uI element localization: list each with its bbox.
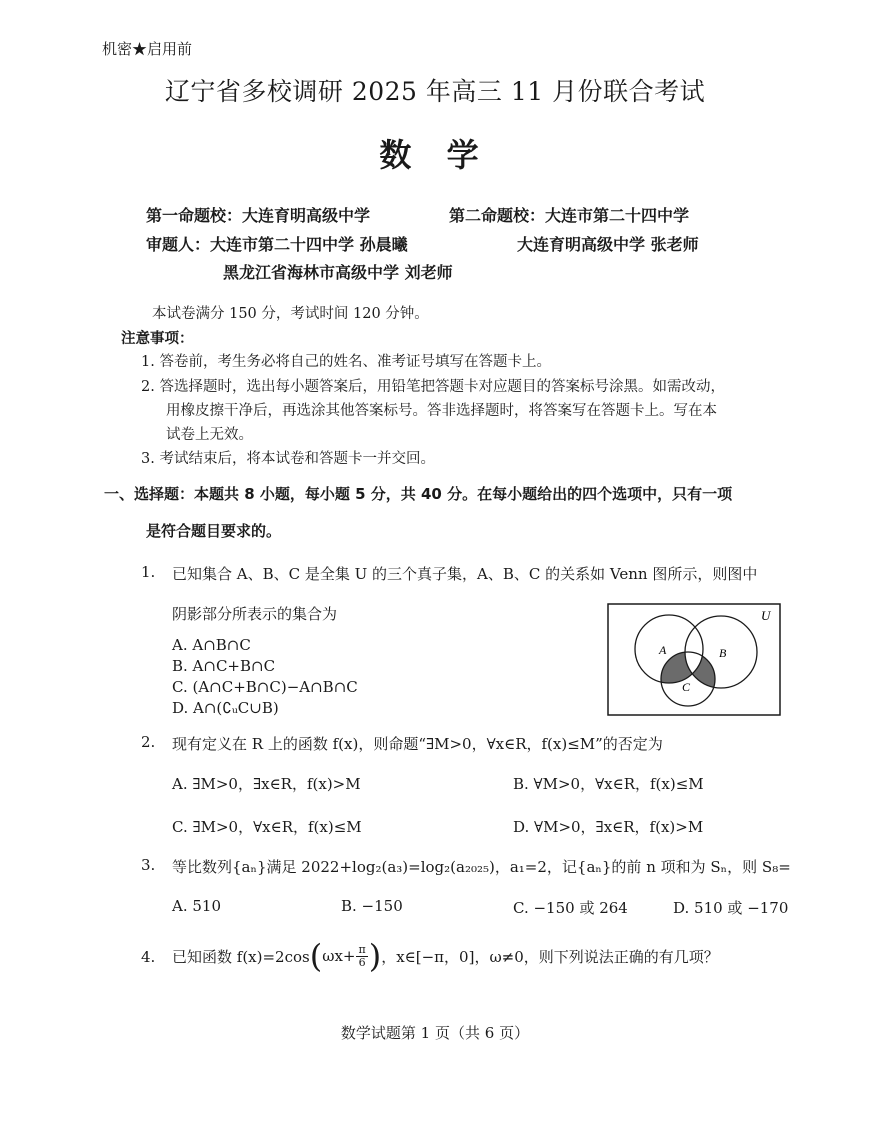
label-c: C [682, 680, 691, 694]
credit-first-school: 第一命题校：大连育明高级中学 [146, 206, 371, 225]
q3-option-a: A. 510 [172, 897, 221, 915]
q1-stem: 已知集合 A、B、C 是全集 U 的三个真子集，A、B、C 的关系如 Venn 图所示，则图中 [172, 565, 758, 583]
notice-item-2-cont: 用橡皮擦干净后，再选涂其他答案标号。答非选择题时，将答案写在答题卡上。写在本 [166, 403, 717, 419]
exam-intro: 本试卷满分 150 分，考试时间 120 分钟。 [152, 306, 429, 322]
q4-number: 4. [141, 948, 156, 966]
q4-paren-open: ( [309, 937, 323, 975]
q2-number: 2. [141, 733, 156, 751]
q2-option-d: D. ∀M>0，∃x∈R，f(x)>M [513, 818, 704, 836]
q1-option-c: C. (A∩C+B∩C)−A∩B∩C [172, 678, 358, 696]
q4-fraction [356, 944, 367, 969]
confidential-label: 机密★启用前 [102, 40, 193, 58]
page-footer: 数学试题第 1 页（共 6 页） [340, 1024, 530, 1042]
q4-paren-close: ) [368, 937, 382, 975]
q1-option-d: D. A∩(∁ᵤC∪B) [172, 699, 279, 717]
q4-stem-post: ，x∈[−π，0]，ω≠0，则下列说法正确的有几项？ [381, 947, 719, 966]
notice-item-1: 1. 答卷前，考生务必将自己的姓名、准考证号填写在答题卡上。 [141, 354, 551, 370]
notice-title: 注意事项： [121, 331, 194, 347]
q3-option-b: B. −150 [341, 897, 403, 915]
q4-stem-pre: 已知函数 f(x)=2cos [172, 947, 310, 966]
notice-item-3: 3. 考试结束后，将本试卷和答题卡一并交回。 [141, 451, 435, 467]
credit-reviewer-1: 审题人：大连市第二十四中学 孙晨曦 [146, 235, 408, 254]
credit-reviewer-3: 黑龙江省海林市高级中学 刘老师 [223, 263, 453, 282]
q3-number: 3. [141, 856, 156, 874]
notice-item-2-cont2: 试卷上无效。 [166, 427, 253, 443]
q2-option-a: A. ∃M>0，∃x∈R，f(x)>M [172, 775, 361, 793]
q3-stem: 等比数列{aₙ}满足 2022+log₂(a₃)=log₂(a₂₀₂₅)，a₁=2，记{aₙ}的前 n 项和为 Sₙ，则 S₈= [172, 858, 791, 876]
venn-diagram [607, 603, 781, 716]
q1-number: 1. [141, 563, 156, 581]
q4-stem [172, 934, 719, 978]
q4-arg: ωx+ [322, 947, 356, 965]
label-b: B [719, 646, 727, 660]
credit-second-school: 第二命题校：大连市第二十四中学 [449, 206, 690, 225]
q1-option-b: B. A∩C+B∩C [172, 657, 276, 675]
subject-title: 数 学 [379, 136, 491, 174]
q2-option-b: B. ∀M>0，∀x∈R，f(x)≤M [513, 775, 704, 793]
q1-stem-cont: 阴影部分所表示的集合为 [172, 605, 338, 623]
q3-option-c: C. −150 或 264 [513, 899, 628, 917]
section-1-title: 一、选择题：本题共 8 小题，每小题 5 分，共 40 分。在每小题给出的四个选项中，只有一项 [104, 485, 733, 503]
q2-option-c: C. ∃M>0，∀x∈R，f(x)≤M [172, 818, 362, 836]
q1-option-a: A. A∩B∩C [172, 636, 251, 654]
label-u: U [761, 608, 771, 623]
notice-item-2: 2. 答选择题时，选出每小题答案后，用铅笔把答题卡对应题目的答案标号涂黑。如需改动， [141, 379, 725, 395]
exam-title: 辽宁省多校调研 2025 年高三 11 月份联合考试 [164, 77, 706, 106]
q4-frac-num: π [358, 942, 366, 956]
section-1-title-cont: 是符合题目要求的。 [146, 522, 282, 540]
q2-stem: 现有定义在 R 上的函数 f(x)，则命题“∃M>0，∀x∈R，f(x)≤M”的否定为 [172, 735, 663, 753]
credit-reviewer-2: 大连育明高级中学 张老师 [517, 235, 699, 254]
q4-frac-den: 6 [358, 955, 366, 969]
q3-option-d: D. 510 或 −170 [673, 899, 789, 917]
label-a: A [659, 643, 667, 657]
